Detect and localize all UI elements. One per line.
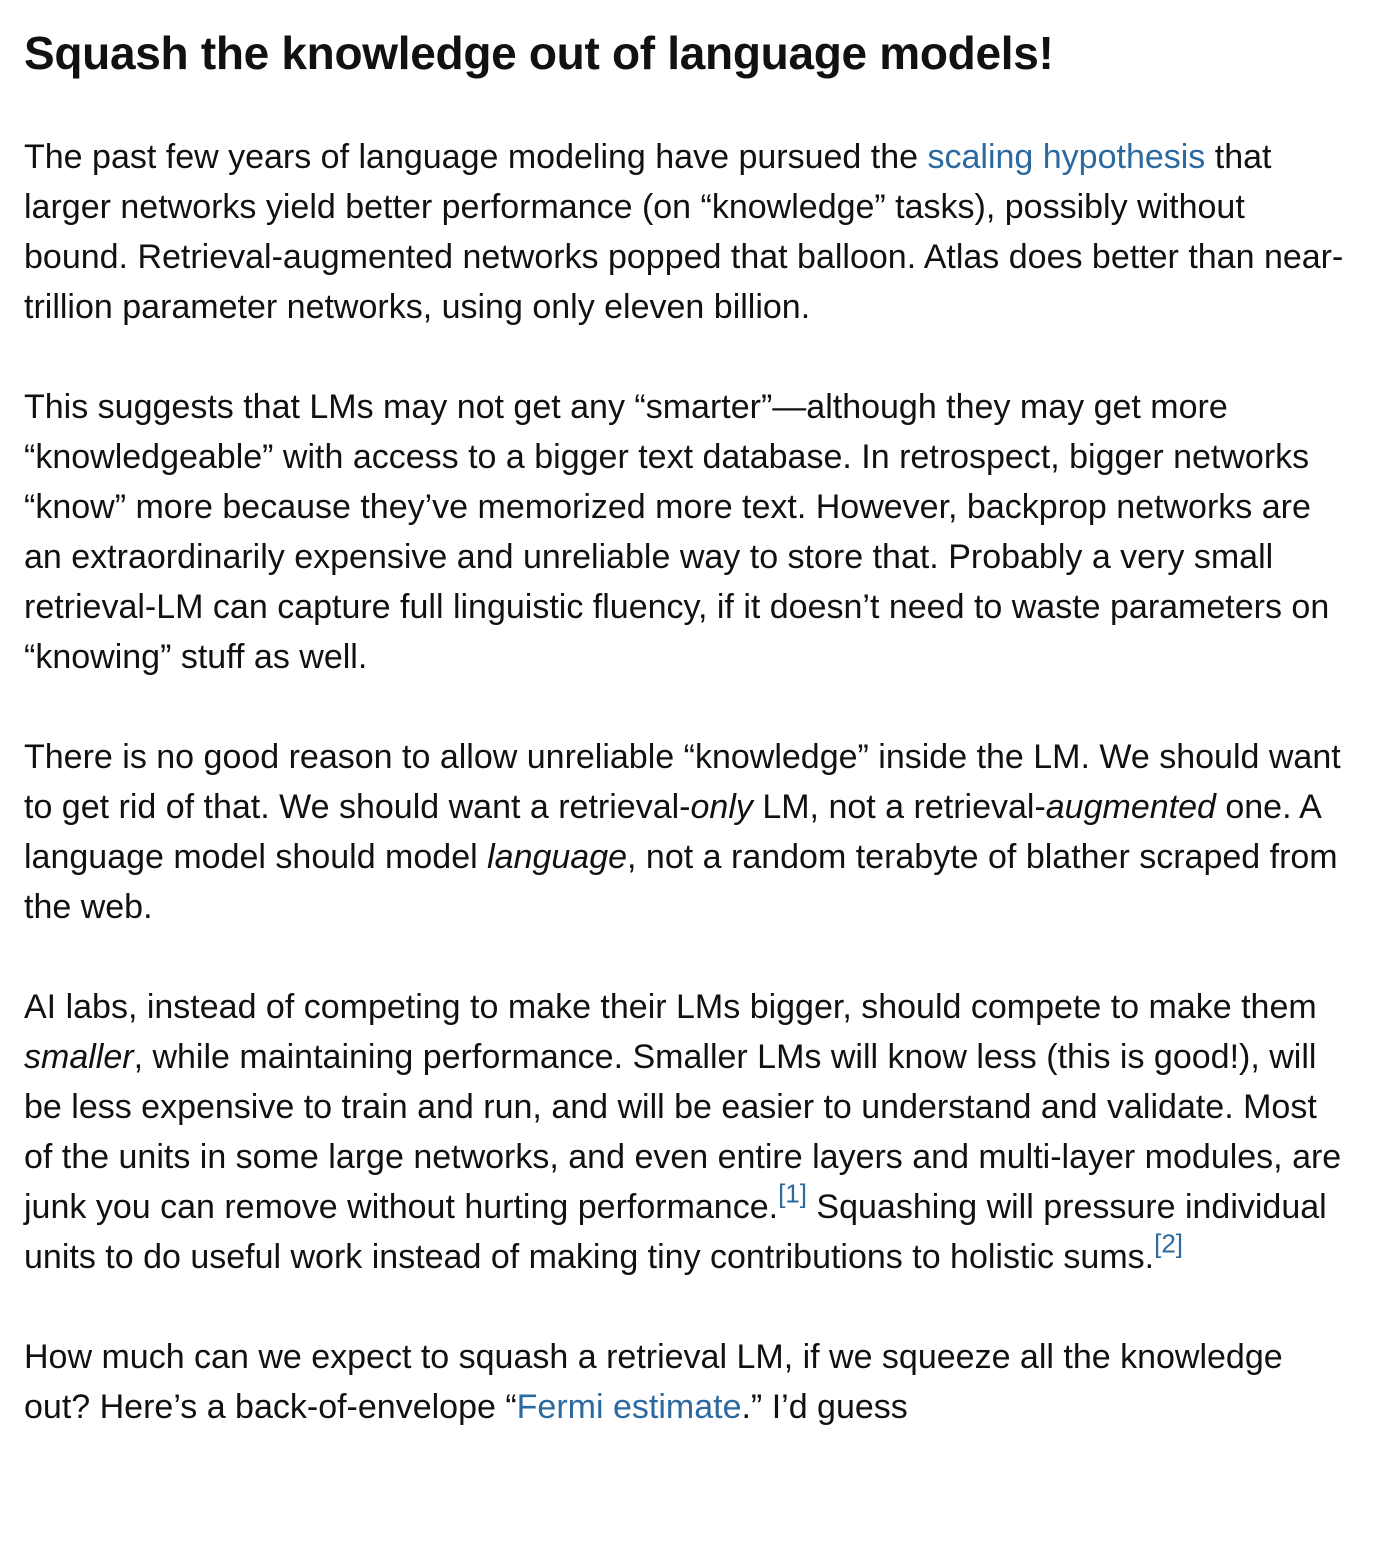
paragraph-1-text-b: that larger networks yield better performance (on “knowledge” tasks), possibly without bound. Retrieval-augmented networks popped that balloon. Atlas does better than near-trillion parameter networks, using only eleven billion. <box>24 138 1344 326</box>
paragraph-3-text-a: There is no good reason to allow unreliable “knowledge” inside the LM. We should want to get rid of that. We should want a retrieval- <box>24 738 1341 826</box>
paragraph-3 <box>24 732 1352 932</box>
emphasis-only: only <box>690 788 753 826</box>
emphasis-augmented: augmented <box>1045 788 1216 826</box>
paragraph-2: This suggests that LMs may not get any “smarter”—although they may get more “knowledgeable” with access to a bigger text database. In retrospect, bigger networks “know” more because they’ve memorized more text. However, backprop networks are an extraordinarily expensive and unreliable way to store that. Probably a very small retrieval-LM can capture full linguistic fluency, if it doesn’t need to waste parameters on “knowing” stuff as well. <box>24 388 1330 676</box>
emphasis-language: language <box>487 838 628 876</box>
scaling-hypothesis-link[interactable]: scaling hypothesis <box>927 138 1206 176</box>
paragraph-5 <box>24 1332 1352 1432</box>
footnote-2-link[interactable]: [2] <box>1154 1228 1184 1259</box>
footnote-1-link[interactable]: [1] <box>778 1178 807 1209</box>
paragraph-4-text-a: AI labs, instead of competing to make their LMs bigger, should compete to make them <box>24 988 1317 1026</box>
page-title: Squash the knowledge out of language models! <box>24 27 1054 79</box>
paragraph-3-text-b: LM, not a retrieval- <box>752 788 1046 826</box>
paragraph-3-text-d: , not a random terabyte of blather scraped from the web. <box>24 838 1338 926</box>
paragraph-4 <box>24 982 1352 1282</box>
paragraph-5-text-a: How much can we expect to squash a retrieval LM, if we squeeze all the knowledge out? Here’s a back-of-envelope “ <box>24 1338 1283 1426</box>
paragraph-3-text-c: one. A language model should model <box>24 788 1320 876</box>
emphasis-smaller: smaller <box>24 1038 134 1076</box>
paragraph-4-text-c: Squashing will pressure individual units to do useful work instead of making tiny contributions to holistic sums. <box>24 1188 1327 1276</box>
fermi-estimate-link[interactable]: Fermi estimate <box>516 1388 742 1426</box>
paragraph-4-text-b: , while maintaining performance. Smaller LMs will know less (this is good!), will be less expensive to train and run, and will be easier to understand and validate. Most of the units in some large networks, and even entire layers and multi-layer modules, are junk you can remove without hurting performance. <box>24 1038 1342 1226</box>
paragraph-1-text-a: The past few years of language modeling have pursued the <box>24 138 928 176</box>
paragraph-5-text-b: .” I’d guess <box>741 1388 908 1426</box>
paragraph-1 <box>24 132 1352 332</box>
